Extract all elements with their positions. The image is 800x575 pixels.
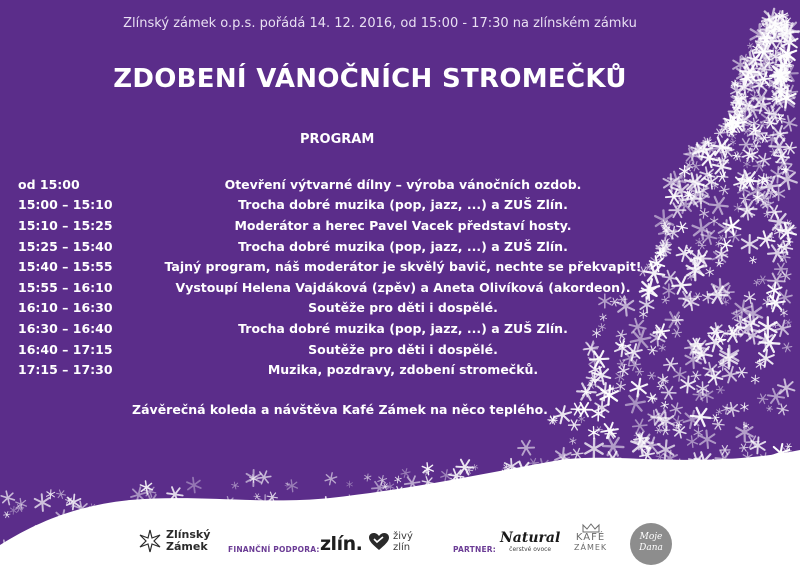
zivy-zlin-logo: [368, 531, 413, 553]
zlin-logo: zlín.: [320, 533, 363, 555]
schedule-time: 16:40 – 17:15: [18, 341, 113, 357]
natural-logo-tagline: čerstvé ovoce: [509, 546, 552, 553]
sponsors-footer: [0, 515, 800, 575]
kafe-zamek-logo: [574, 523, 607, 553]
event-subtitle: Zlínský zámek o.p.s. pořádá 14. 12. 2016, od 15:00 - 17:30 na zlínském zámku: [123, 16, 637, 31]
zlinsky-zamek-logo: [138, 529, 210, 553]
schedule-activity: Soutěže pro děti i dospělé.: [308, 300, 498, 316]
moje-dana-logo: [630, 523, 672, 565]
program-schedule: [18, 174, 658, 380]
schedule-time: 15:40 – 15:55: [18, 259, 113, 275]
closing-note: Závěrečná koleda a návštěva Kafé Zámek na něco teplého.: [132, 402, 548, 417]
schedule-row: [18, 298, 658, 319]
round-logo-line2: Dana: [639, 543, 663, 553]
schedule-activity: Trocha dobré muzika (pop, jazz, ...) a ZUŠ Zlín.: [238, 320, 568, 336]
round-logo-line1: Moje: [639, 532, 663, 542]
schedule-row: [18, 256, 658, 277]
program-heading: PROGRAM: [300, 132, 375, 147]
organizer-logo-line2: Zámek: [166, 540, 208, 553]
schedule-time: 15:00 – 15:10: [18, 197, 113, 213]
natural-logo-name: Natural: [500, 530, 561, 546]
schedule-time: 15:55 – 16:10: [18, 279, 113, 295]
schedule-activity: Muzika, pozdravy, zdobení stromečků.: [267, 362, 539, 378]
schedule-activity: Soutěže pro děti i dospělé.: [308, 341, 498, 357]
star-icon: [138, 529, 162, 553]
kafe-logo-line1: KAFÉ: [575, 532, 606, 543]
schedule-row: [18, 339, 658, 360]
zivy-logo-line1: živý: [393, 531, 413, 542]
schedule-time: 15:25 – 15:40: [18, 238, 113, 254]
partner-label: PARTNER:: [453, 545, 496, 554]
schedule-activity: Moderátor a herec Pavel Vacek představí hosty.: [234, 217, 572, 233]
schedule-row: [18, 174, 658, 195]
natural-logo: [500, 532, 560, 556]
schedule-activity: Tajný program, náš moderátor je skvělý bavič, nechte se překvapit!: [164, 259, 642, 275]
schedule-time: 16:10 – 16:30: [18, 300, 113, 316]
event-title: ZDOBENÍ VÁNOČNÍCH STROMEČKŮ: [113, 64, 627, 94]
schedule-activity: Trocha dobré muzika (pop, jazz, ...) a ZUŠ Zlín.: [238, 197, 568, 213]
organizer-logo-line1: Zlínský: [166, 528, 211, 541]
heart-icon: [368, 532, 390, 552]
schedule-row: [18, 318, 658, 339]
schedule-activity: Trocha dobré muzika (pop, jazz, ...) a ZUŠ Zlín.: [238, 238, 568, 254]
kafe-logo-line2: ZÁMEK: [574, 543, 608, 552]
schedule-activity: Vystoupí Helena Vajdáková (zpěv) a Aneta Olivíková (akordeon).: [175, 279, 631, 295]
schedule-row: [18, 277, 658, 298]
schedule-time: od 15:00: [18, 176, 80, 192]
schedule-row: [18, 195, 658, 216]
schedule-activity: Otevření výtvarné dílny – výroba vánočních ozdob.: [224, 176, 582, 192]
schedule-row: [18, 236, 658, 257]
schedule-row: [18, 215, 658, 236]
schedule-time: 17:15 – 17:30: [18, 362, 113, 378]
schedule-time: 16:30 – 16:40: [18, 320, 113, 336]
schedule-row: [18, 359, 658, 380]
financial-support-label: FINANČNÍ PODPORA:: [228, 545, 320, 554]
zivy-logo-line2: zlín: [393, 542, 411, 553]
schedule-time: 15:10 – 15:25: [18, 217, 113, 233]
